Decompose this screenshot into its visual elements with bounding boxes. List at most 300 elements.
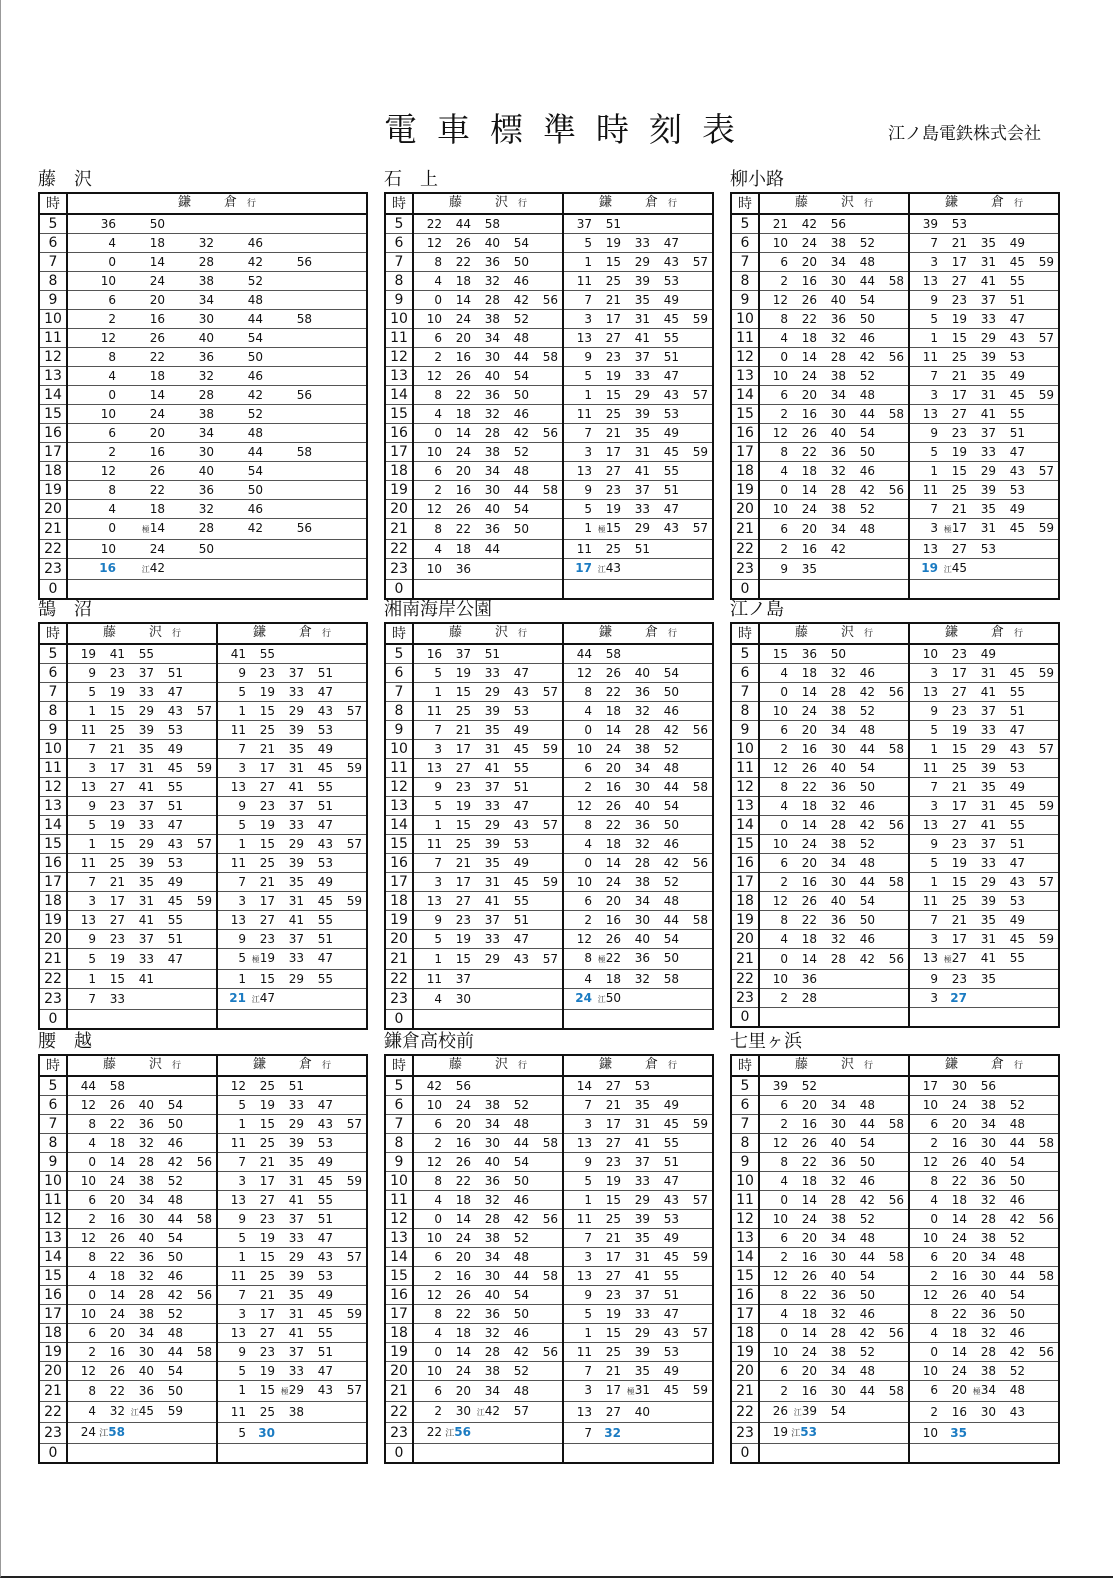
fujisawa-departures [413,348,563,367]
bound-suffix: 行 [864,629,874,639]
departure-minute: 13 [922,542,938,556]
hour-row [731,1191,1059,1210]
departure-minute: 30 [138,1212,154,1226]
departure-minute: 44 [513,1269,529,1283]
departure-minute: 16 [426,647,442,661]
departure-minute: 13 [576,1405,592,1419]
departure-minute: 18 [801,1307,817,1321]
fujisawa-departures [759,759,909,778]
departure-minute: 34 [484,1250,500,1264]
departure-minute: 52 [167,1174,183,1188]
hour-cell: 14 [39,386,67,405]
departure-minute: 19 [951,445,967,459]
departure-minute: 32 [484,274,500,288]
fujisawa-departures [759,816,909,835]
departure-minute: 11 [576,1345,592,1359]
departure-minute: 11 [922,350,938,364]
departure-minute: 34 [484,464,500,478]
departure-minute: 34 [830,255,846,269]
departure-minute: 9 [238,799,246,813]
departure-minute: 4 [930,1193,938,1207]
departure-minute: 14 [576,1079,592,1093]
departure-minute: 3 [584,1250,592,1264]
hour-row [731,989,1059,1008]
departure-minute: 7 [930,502,938,516]
departure-minute: 1 [238,1383,246,1397]
departure-minute: 26 [149,331,165,345]
departure-minute: 57 [1038,464,1054,478]
hour-row [731,1324,1059,1343]
departure-minute: 37 [980,293,996,307]
departure-minute: 4 [88,1136,96,1150]
hour-cell: 14 [385,386,413,405]
departure-minute: 4 [780,1174,788,1188]
hour-row [385,519,713,540]
hour-cell: 9 [39,721,67,740]
departure-minute: 31 [288,1174,304,1188]
hour-cell: 23 [39,1423,67,1444]
departure-minute: 55 [138,647,154,661]
hour-cell: 6 [39,1096,67,1115]
departure-minute: 3 [434,742,442,756]
departure-minute: 36 [138,1384,154,1398]
fujisawa-departures [759,854,909,873]
departure-minute: 35 [980,913,996,927]
kamakura-departures [563,1381,713,1402]
departure-minute: 江53 [791,1425,817,1439]
departure-minute: 8 [584,685,592,699]
departure-minute: 35 [950,1426,967,1440]
departure-minute: 江42 [141,561,165,575]
departure-minute: 32 [830,799,846,813]
kamakura-departures [217,1115,367,1134]
departure-minute: 58 [888,742,904,756]
hour-cell: 17 [731,443,759,462]
departure-minute: 46 [859,1174,875,1188]
departure-minute: 56 [692,723,708,737]
fujisawa-departures [759,234,909,253]
departure-minute: 9 [930,426,938,440]
departure-minute: 24 [455,445,471,459]
hour-row [731,214,1059,234]
departure-minute: 42 [247,255,263,269]
departure-minute: 18 [801,1174,817,1188]
hour-cell: 6 [385,234,413,253]
departure-minute: 46 [167,1269,183,1283]
departure-minute: 43 [1009,875,1025,889]
departure-minute: 4 [780,331,788,345]
departure-minute: 37 [288,932,304,946]
kamakura-departures [67,329,367,348]
kamakura-departures [909,1381,1059,1402]
departure-minute: 28 [830,483,846,497]
fujisawa-departures [759,930,909,949]
hour-cell: 18 [39,1324,67,1343]
departure-minute: 55 [663,331,679,345]
kamakura-departures [563,1229,713,1248]
kamakura-departures [217,1191,367,1210]
hour-cell: 23 [731,1423,759,1444]
departure-minute: 43 [663,255,679,269]
hour-row [731,1362,1059,1381]
departure-minute: 1 [238,1250,246,1264]
departure-minute: 41 [980,407,996,421]
departure-minute: 7 [584,1426,592,1440]
timetable [730,1054,1060,1464]
departure-minute: 10 [922,1098,938,1112]
hour-row [39,664,367,683]
departure-minute: 26 [455,1288,471,1302]
hour-cell: 0 [39,1444,67,1464]
departure-minute: 4 [108,236,116,250]
departure-minute: 4 [584,972,592,986]
hour-cell: 5 [385,214,413,234]
departure-minute: 48 [663,761,679,775]
departure-minute: 54 [859,1269,875,1283]
departure-minute: 33 [980,445,996,459]
kamakura-departures [909,1076,1059,1096]
departure-minute: 30 [951,1079,967,1093]
hour-cell: 22 [385,970,413,989]
departure-minute: 30 [484,1269,500,1283]
departure-minute: 55 [1009,818,1025,832]
hour-cell: 13 [385,797,413,816]
hour-cell: 10 [385,310,413,329]
fujisawa-departures [759,1076,909,1096]
departure-minute: 18 [605,704,621,718]
departure-minute: 38 [634,742,650,756]
departure-minute: 35 [634,1098,650,1112]
departure-minute: 53 [663,1212,679,1226]
departure-minute: 52 [801,1079,817,1093]
departure-minute: 11 [426,837,442,851]
fujisawa-departures [413,797,563,816]
kamakura-departures [217,1286,367,1305]
departure-minute: 39 [288,1136,304,1150]
hour-cell: 17 [39,1305,67,1324]
hour-row [39,816,367,835]
departure-minute: 11 [230,1405,246,1419]
hour-cell: 21 [385,949,413,970]
departure-minute: 41 [980,951,996,965]
fujisawa-departures [67,989,217,1010]
hour-row [385,462,713,481]
hour-row [385,644,713,664]
hour-row [731,253,1059,272]
fujisawa-departures [759,214,909,234]
departure-minute: 0 [434,426,442,440]
departure-minute: 45 [513,875,529,889]
departure-minute: 36 [484,1174,500,1188]
departure-minute: 10 [426,1098,442,1112]
departure-minute: 57 [692,388,708,402]
gokurakuji-mark: 極 [597,525,606,534]
fujisawa-departures [413,519,563,540]
departure-minute: 7 [238,1155,246,1169]
hour-row [39,1286,367,1305]
hour-row [385,797,713,816]
kamakura-departures [909,702,1059,721]
hour-row [731,759,1059,778]
departure-minute: 13 [576,1269,592,1283]
kamakura-departures [217,1229,367,1248]
departure-minute: 6 [434,464,442,478]
departure-minute: 31 [980,932,996,946]
departure-minute: 30 [830,407,846,421]
departure-minute: 24 [455,1364,471,1378]
departure-minute: 46 [513,274,529,288]
fujisawa-departures [759,949,909,970]
kamakura-departures [217,835,367,854]
departure-minute: 33 [288,1364,304,1378]
hour-cell: 18 [385,1324,413,1343]
departure-minute: 21 [951,913,967,927]
hour-cell: 13 [385,1229,413,1248]
departure-minute: 55 [513,761,529,775]
fujisawa-departures [759,911,909,930]
departure-minute: 28 [830,818,846,832]
departure-minute: 江58 [99,1425,125,1439]
departure-minute: 57 [692,255,708,269]
departure-minute: 38 [830,704,846,718]
departure-minute: 32 [980,1326,996,1340]
departure-minute: 37 [288,1345,304,1359]
departure-minute: 59 [692,1250,708,1264]
departure-minute: 14 [149,388,165,402]
hour-cell: 0 [385,1010,413,1030]
hour-cell: 13 [39,1229,67,1248]
departure-minute: 19 [921,561,938,575]
departure-minute: 17 [455,875,471,889]
departure-minute: 37 [138,932,154,946]
departure-minute: 10 [100,407,116,421]
hour-row [39,1305,367,1324]
departure-minute: 54 [513,369,529,383]
departure-minute: 50 [247,350,263,364]
departure-minute: 5 [930,856,938,870]
departure-minute: 42 [426,1079,442,1093]
departure-minute: 46 [663,704,679,718]
departure-minute: 31 [288,761,304,775]
departure-minute: 5 [930,723,938,737]
departure-minute: 40 [484,236,500,250]
departure-minute: 2 [88,1212,96,1226]
hour-cell: 21 [39,1381,67,1402]
gokurakuji-mark: 極 [251,955,260,964]
departure-minute: 40 [484,369,500,383]
fujisawa-departures [413,911,563,930]
departure-minute: 10 [922,1426,938,1440]
departure-minute: 41 [484,761,500,775]
departure-minute: 0 [434,1212,442,1226]
hour-cell: 5 [385,1076,413,1096]
hour-row [731,740,1059,759]
enoshima-mark: 江 [943,565,952,574]
departure-minute: 23 [951,972,967,986]
hour-cell: 6 [731,1096,759,1115]
departure-minute: 50 [1009,1174,1025,1188]
hour-row [39,644,367,664]
departure-minute: 極15 [597,521,621,535]
departure-minute: 43 [1009,464,1025,478]
departure-minute: 50 [830,647,846,661]
hour-cell: 11 [731,329,759,348]
departure-minute: 0 [434,293,442,307]
departure-minute: 9 [584,350,592,364]
departure-minute: 17 [951,799,967,813]
hour-cell: 21 [39,519,67,540]
hour-cell: 14 [385,1248,413,1267]
hour-row [39,1444,367,1464]
departure-minute: 17 [922,1079,938,1093]
departure-minute: 44 [80,1079,96,1093]
departure-minute: 47 [317,685,333,699]
station-name: 湘南海岸公園 [384,599,492,620]
departure-minute: 39 [634,1212,650,1226]
departure-minute: 8 [780,1288,788,1302]
departure-minute: 8 [88,1250,96,1264]
kamakura-departures [563,1191,713,1210]
kamakura-departures [67,291,367,310]
departure-minute: 22 [149,350,165,364]
fujisawa-departures [759,778,909,797]
departure-minute: 18 [149,369,165,383]
fujisawa-departures [413,540,563,559]
departure-minute: 12 [100,331,116,345]
departure-minute: 54 [859,1136,875,1150]
departure-minute: 15 [455,952,471,966]
hour-cell: 23 [385,559,413,580]
departure-minute: 18 [455,542,471,556]
departure-minute: 13 [922,685,938,699]
hour-row [39,559,367,580]
departure-minute: 59 [167,1404,183,1418]
departure-minute: 16 [801,875,817,889]
fujisawa-departures [413,644,563,664]
departure-minute: 32 [634,972,650,986]
fujisawa-departures [759,989,909,1008]
kamakura-departures [67,272,367,291]
fujisawa-departures [759,310,909,329]
departure-minute: 5 [584,369,592,383]
fujisawa-departures [413,1305,563,1324]
departure-minute: 46 [859,331,875,345]
departure-minute: 1 [434,818,442,832]
departure-minute: 18 [951,1326,967,1340]
departure-minute: 47 [317,1231,333,1245]
kamakura-departures [563,1305,713,1324]
hour-row [731,1286,1059,1305]
departure-minute: 20 [109,1326,125,1340]
departure-minute: 40 [830,761,846,775]
departure-minute: 48 [167,1193,183,1207]
kamakura-departures [563,970,713,989]
hour-cell: 5 [731,644,759,664]
departure-minute: 47 [317,951,333,965]
fujisawa-departures [67,1343,217,1362]
hour-row [385,892,713,911]
fujisawa-departures [67,816,217,835]
departure-minute: 19 [951,312,967,326]
departure-minute: 24 [801,704,817,718]
departure-minute: 32 [830,331,846,345]
departure-minute: 37 [634,1155,650,1169]
departure-minute: 20 [951,1383,967,1397]
departure-minute: 46 [247,502,263,516]
hour-cell: 18 [731,1324,759,1343]
departure-minute: 44 [1009,1136,1025,1150]
kamakura-departures [217,1362,367,1381]
departure-minute: 35 [288,1155,304,1169]
fujisawa-departures [413,835,563,854]
hour-cell: 11 [39,329,67,348]
departure-minute: 49 [1009,236,1025,250]
hour-cell: 22 [39,540,67,559]
departure-minute: 36 [138,1250,154,1264]
departure-minute: 36 [484,1307,500,1321]
direction-header: 藤 沢行 [67,623,217,644]
departure-minute: 20 [801,388,817,402]
departure-minute: 18 [455,1193,471,1207]
departure-minute: 21 [951,780,967,794]
kamakura-departures [563,348,713,367]
departure-minute: 22 [801,913,817,927]
departure-minute: 27 [259,1193,275,1207]
departure-minute: 7 [930,780,938,794]
departure-minute: 3 [930,799,938,813]
departure-minute: 20 [109,1193,125,1207]
fujisawa-departures [759,1402,909,1423]
hour-row [39,424,367,443]
departure-minute: 15 [605,1193,621,1207]
timetable [730,622,1060,1028]
departure-minute: 1 [434,685,442,699]
gokurakuji-mark: 極 [141,525,150,534]
hour-row [39,1381,367,1402]
departure-minute: 19 [109,685,125,699]
departure-minute: 58 [296,312,312,326]
departure-minute: 36 [830,780,846,794]
departure-minute: 46 [663,837,679,851]
hour-cell: 18 [731,892,759,911]
departure-minute: 24 [605,742,621,756]
kamakura-departures [217,797,367,816]
departure-minute: 25 [951,761,967,775]
bound-suffix: 行 [864,199,874,209]
departure-minute: 54 [513,502,529,516]
departure-minute: 27 [951,407,967,421]
departure-minute: 38 [830,1212,846,1226]
kamakura-departures [909,234,1059,253]
hour-cell: 16 [385,1286,413,1305]
kamakura-departures [909,721,1059,740]
departure-minute: 27 [605,1269,621,1283]
departure-minute: 31 [484,875,500,889]
fujisawa-departures [413,1191,563,1210]
departure-minute: 1 [238,972,246,986]
departure-minute: 48 [859,255,875,269]
departure-minute: 26 [801,426,817,440]
departure-minute: 40 [138,1364,154,1378]
departure-minute: 57 [542,685,558,699]
departure-minute: 15 [605,1326,621,1340]
departure-minute: 37 [138,666,154,680]
fujisawa-departures [759,443,909,462]
departure-minute: 48 [247,426,263,440]
departure-minute: 59 [346,1174,362,1188]
hour-cell: 11 [385,329,413,348]
departure-minute: 43 [167,704,183,718]
